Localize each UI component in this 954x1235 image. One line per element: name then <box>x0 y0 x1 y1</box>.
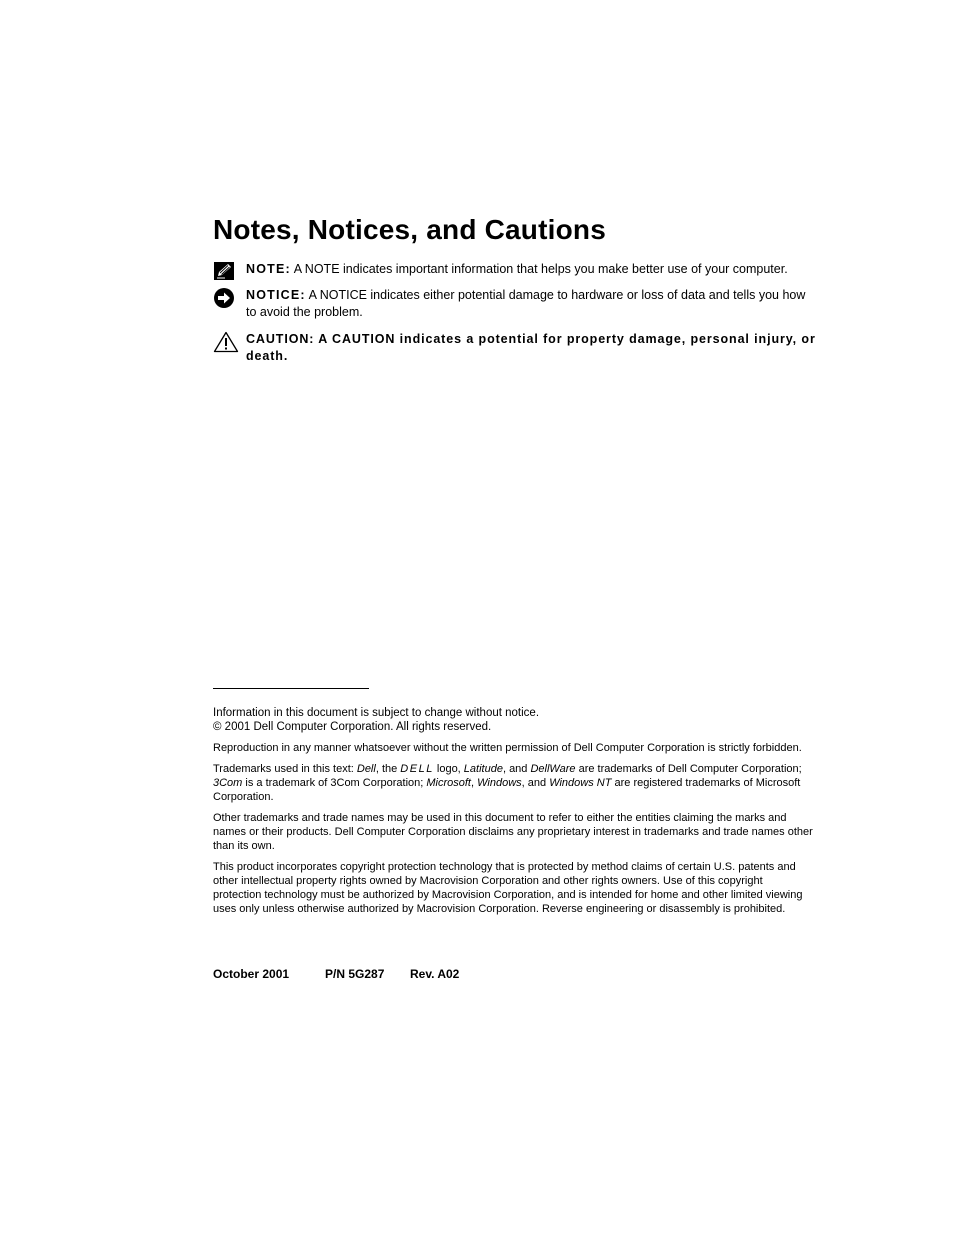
caution-text: CAUTION: A CAUTION indicates a potential for property damage, personal injury, or death. <box>246 332 816 363</box>
notice-block <box>213 287 818 321</box>
note-text <box>246 261 818 278</box>
macrovision-notice: This product incorporates copyright protection technology that is protected by method claims of certain U.S. patents and other intellectual property rights owned by Macrovision Corporation and other rights owners. Use of this copyright protection technology must be authorized by Macrovision Corporation, and is intended for home and other limited viewing uses only unless otherwise authorized by Macrovision Corporation. Reverse engineering or disassembly is prohibited. <box>213 861 803 915</box>
other-trademarks-notice: Other trademarks and trade names may be used in this document to refer to either the entities claiming the marks and names or their products. Dell Computer Corporation disclaims any proprietary interest in trademarks and trade names other than its own. <box>213 812 813 852</box>
caution-block <box>213 331 818 365</box>
legal-section <box>213 706 813 923</box>
reproduction-notice: Reproduction in any manner whatsoever without the written permission of Dell Computer Corporation is strictly forbidden. <box>213 742 802 754</box>
arrow-circle-icon <box>213 287 237 309</box>
publication-date: October 2001 <box>213 967 290 981</box>
legal-line-1: Information in this document is subject to change without notice. <box>213 707 540 719</box>
part-number: P/N 5G287 <box>325 967 385 981</box>
warning-triangle-icon <box>213 331 237 353</box>
legal-intro <box>213 706 813 734</box>
trademarks-notice: Trademarks used in this text: Dell, the DELL logo, Latitude, and DellWare are trademarks of Dell Computer Corporation; 3Com is a trademark of 3Com Corporation; Microsoft, Windows, and Windows NT are registered trademarks of Microsoft Corporation. <box>213 763 802 803</box>
revision: Rev. A02 <box>410 967 460 981</box>
note-block <box>213 261 818 278</box>
footnote-rule <box>213 688 369 689</box>
note-label: NOTE: <box>246 262 291 276</box>
document-footer <box>213 967 459 981</box>
pencil-note-icon <box>213 261 237 283</box>
page-title: Notes, Notices, and Cautions <box>213 214 606 245</box>
legal-line-2: © 2001 Dell Computer Corporation. All rights reserved. <box>213 721 492 733</box>
note-body: A NOTE indicates important information that helps you make better use of your computer. <box>293 262 788 276</box>
notice-text <box>246 287 818 321</box>
notice-body: A NOTICE indicates either potential damage to hardware or loss of data and tells you how to avoid the problem. <box>246 288 806 319</box>
notice-label: NOTICE: <box>246 288 306 302</box>
dell-logo-text: DELL <box>400 763 434 775</box>
